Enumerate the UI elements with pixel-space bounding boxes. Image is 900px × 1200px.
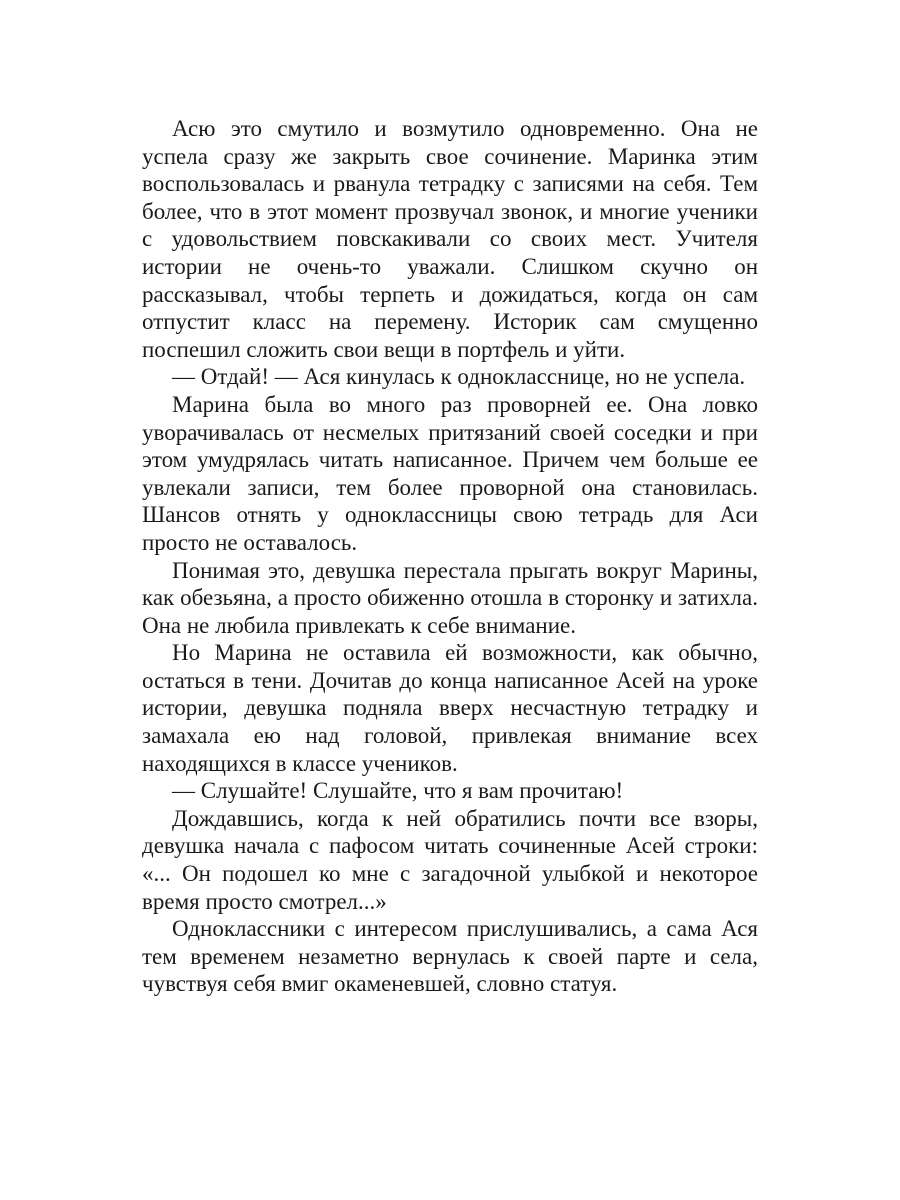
paragraph: Понимая это, девушка перестала прыгать вокруг Марины, как обезьяна, а просто обиженно отошла в сторонку и затихла. Она не любила привлекать к себе внимание. [142,557,758,638]
paragraph: — Отдай! — Ася кинулась к однокласснице, но не успела. [172,364,746,390]
paragraph: Одноклассники с интересом прислушивались, а сама Ася тем временем незаметно вернулась к своей парте и села, чувствуя себя вмиг окаменевшей, словно статуя. [142,916,758,997]
paragraph: Марина была во много раз проворней ее. Она ловко уворачивалась от несмелых притязаний своей соседки и при этом умудрялась читать написанное. Причем чем больше ее увлекали записи, тем более проворной она становилась. Шансов отнять у одноклассницы свою тетрадь для Аси просто не оставалось. [142,391,758,555]
paragraph: Но Марина не оставила ей возможности, как обычно, остаться в тени. Дочитав до конца написанное Асей на уроке истории, девушка подняла вверх несчастную тетрадку и замахала ею над головой, привлекая внимание всех находящихся в классе учеников. [142,640,758,776]
paragraph: — Слушайте! Слушайте, что я вам прочитаю! [172,778,624,804]
book-page [142,115,758,998]
paragraph: Дождавшись, когда к ней обратились почти все взоры, девушка начала с пафосом читать сочиненные Асей строки: «... Он подошел ко мне с загадочной улыбкой и некоторое время просто смотрел...» [142,805,758,914]
paragraph: Асю это смутило и возмутило одновременно. Она не успела сразу же закрыть свое сочинение. Маринка этим воспользовалась и рванула тетрадку с записями на себя. Тем более, что в этот момент прозвучал звонок, и многие ученики с удовольствием повскакивали со своих мест. Учителя истории не очень-то уважали. Слишком скучно он рассказывал, чтобы терпеть и дожидаться, когда он сам отпустит класс на перемену. Историк сам смущенно поспешил сложить свои вещи в портфель и уйти. [142,116,758,362]
